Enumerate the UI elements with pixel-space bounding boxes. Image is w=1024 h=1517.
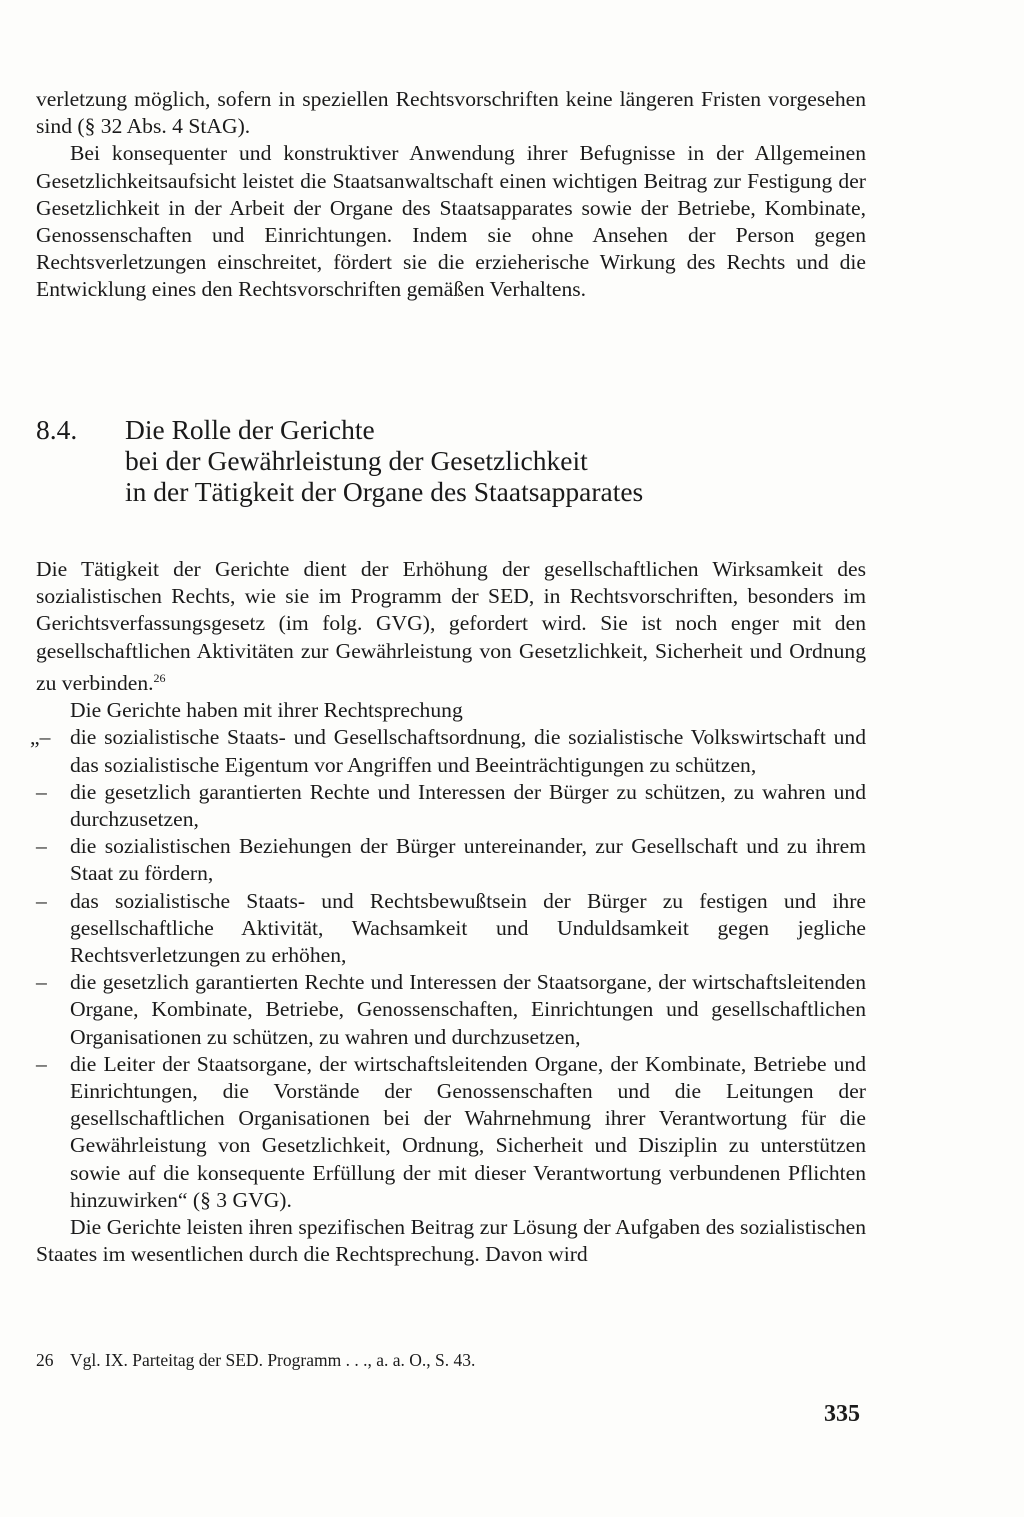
list-item-text: die gesetzlich garantierten Rechte und Interessen der Bürger zu schützen, zu wahren und durchzusetzen,: [70, 779, 866, 832]
intro-text: Die Tätigkeit der Gerichte dient der Erhöhung der gesellschaftlichen Wirksamkeit des sozialistischen Rechts, wie sie im Programm der SED, in Rechtsvorschriften, besonders im Gerichtsverfassungsgesetz (im folg. GVG), gefordert wird. Sie ist noch enger mit den gesellschaftlichen Aktivitäten zur Gewährleistung von Gesetzlichkeit, Sicherheit und Ordnung zu verbinden.: [36, 557, 866, 695]
list-item: [36, 833, 866, 887]
dash-marker: –: [36, 1051, 47, 1076]
footnote: [36, 1349, 856, 1371]
dash-marker: –: [36, 779, 47, 804]
main-text-block: [30, 556, 866, 1268]
closing-paragraph: Die Gerichte leisten ihren spezifischen Beitrag zur Lösung der Aufgaben des sozialistischen Staates im wesentlichen durch die Rechtsprechung. Davon wird: [36, 1215, 866, 1267]
list-item: [36, 779, 866, 833]
body-paragraph: Bei konsequenter und konstruktiver Anwendung ihrer Befugnisse in der Allgemeinen Gesetzlichkeitsaufsicht leistet die Staatsanwaltschaft einen wichtigen Beitrag zur Festigung der Gesetzlichkeit in der Arbeit der Organe des Staatsapparates sowie der Betriebe, Kombinate, Genossenschaften und Einrichtungen. Indem sie ohne Ansehen der Person gegen Rechtsverletzungen einschreitet, fördert sie die erzieherische Wirkung des Rechts und die Entwicklung eines den Rechtsvorschriften gemäßen Verhaltens.: [36, 141, 866, 302]
list-item: [36, 969, 866, 1051]
section-title: [125, 414, 865, 507]
list-item: [36, 888, 866, 970]
continuation-paragraph: verletzung möglich, sofern in speziellen Rechtsvorschriften keine längeren Fristen vorgesehen sind (§ 32 Abs. 4 StAG).: [36, 87, 866, 139]
intro-paragraph: [36, 556, 866, 697]
list-item-text: die Leiter der Staatsorgane, der wirtschaftsleitenden Organe, der Kombinate, Betriebe und Einrichtungen, die Vorstände der Genossenschaften und die Leitungen der gesellschaftlichen Organisationen bei der Wahrnehmung ihrer Verantwortung für die Gewährleistung von Gesetzlichkeit, Ordnung, Sicherheit und Disziplin zu unterstützen sowie auf die konsequente Erfüllung der mit dieser Verantwortung verbundenen Pflichten hinzuwirken“ (§ 3 GVG).: [70, 1051, 866, 1212]
section-title-line: Die Rolle der Gerichte: [125, 414, 375, 445]
list-item-text: das sozialistische Staats- und Rechtsbewußtsein der Bürger zu festigen und ihre gesellschaftliche Aktivität, Wachsamkeit und Unduldsamkeit gegen jegliche Rechtsverletzungen zu erhöhen,: [70, 888, 866, 968]
list-intro: Die Gerichte haben mit ihrer Rechtsprechung: [70, 698, 463, 723]
footnote-number: 26: [36, 1350, 54, 1370]
list-item-text: die sozialistischen Beziehungen der Bürger untereinander, zur Gesellschaft und zu ihrem Staat zu fördern,: [70, 834, 866, 886]
footnote-reference: 26: [153, 670, 166, 685]
list-item: [36, 1051, 866, 1214]
section-number: 8.4.: [36, 414, 78, 445]
section-title-line: in der Tätigkeit der Organe des Staatsapparates: [125, 476, 644, 507]
duties-list: [30, 724, 866, 1214]
page-number: 335: [824, 1401, 860, 1427]
list-item-text: die gesetzlich garantierten Rechte und Interessen der Staatsorgane, der wirtschaftsleitenden Organe, Kombinate, Betriebe, Genossenschaften, Einrichtungen und gesellschaftlichen Organisationen zu schützen, zu wahren und durchzusetzen,: [70, 970, 866, 1049]
dash-marker: –: [36, 888, 47, 913]
dash-marker: –: [36, 834, 47, 859]
dash-marker: –: [36, 970, 47, 995]
list-item-text: die sozialistische Staats- und Gesellschaftsordnung, die sozialistische Volkswirtschaft und das sozialistische Eigentum vor Angriffen und Beeinträchtigungen zu schützen,: [70, 725, 866, 777]
section-title-line: bei der Gewährleistung der Gesetzlichkeit: [125, 445, 588, 476]
footnote-text: Vgl. IX. Parteitag der SED. Programm . . ., a. a. O., S. 43.: [70, 1350, 476, 1370]
list-item: [30, 724, 866, 778]
top-text-block: [36, 86, 866, 304]
dash-marker: „–: [30, 725, 51, 750]
